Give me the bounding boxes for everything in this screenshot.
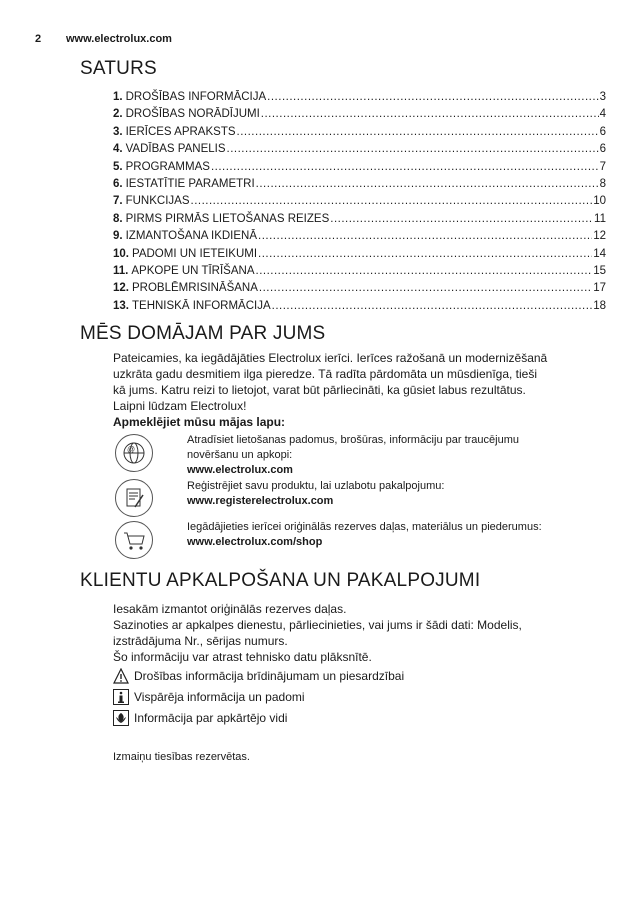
toc-item-number: 7. xyxy=(113,195,123,208)
toc-item-label: TEHNISKĀ INFORMĀCIJA xyxy=(132,299,271,312)
service-line: Sazinoties ar apkalpes dienestu, pārliecinieties, vai jums ir šādi dati: Modelis, xyxy=(113,618,522,632)
footer-note: Izmaiņu tiesības rezervētas. xyxy=(113,751,250,763)
toc-leader-dots xyxy=(191,193,593,210)
about-line: Pateicamies, ka iegādājāties Electrolux ierīci. Ierīces ražošanā un modernizēšanā xyxy=(113,351,548,365)
web-link[interactable]: www.electrolux.com xyxy=(187,464,293,476)
toc-item-label: IERĪCES APRAKSTS xyxy=(125,125,236,138)
toc-item-label: APKOPE UN TĪRĪŠANA xyxy=(131,265,255,278)
register-form-icon xyxy=(115,479,153,517)
toc-item[interactable] xyxy=(113,176,606,193)
toc-item-number: 1. xyxy=(113,91,123,103)
web-link[interactable]: www.registerelectrolux.com xyxy=(187,495,334,507)
toc-item-page: 10 xyxy=(593,195,606,208)
toc-item-number: 6. xyxy=(113,178,123,191)
symbol-label: Informācija par apkārtējo vidi xyxy=(134,711,288,725)
toc-item-number: 12. xyxy=(113,282,129,295)
toc-leader-dots xyxy=(237,124,599,141)
toc-leader-dots xyxy=(259,280,592,297)
service-line: Iesakām izmantot oriģinālās rezerves daļas. xyxy=(113,602,347,616)
toc-item-number: 8. xyxy=(113,212,123,225)
about-title: MĒS DOMĀJAM PAR JUMS xyxy=(80,323,326,344)
toc-item[interactable] xyxy=(113,106,606,123)
web-item-shop xyxy=(187,520,607,550)
visit-label: Apmeklējiet mūsu mājas lapu: xyxy=(113,415,286,429)
about-line: uzkrāta gadu desmitiem ilga pieredze. Tā radīta pārdomāta un mūsdienīga, tieši xyxy=(113,367,538,381)
toc-leader-dots xyxy=(211,159,599,176)
toc-item-page: 3 xyxy=(599,91,606,103)
table-of-contents xyxy=(113,89,606,315)
toc-item[interactable] xyxy=(113,141,606,158)
toc-item[interactable] xyxy=(113,263,606,280)
toc-item-page: 12 xyxy=(593,230,606,243)
globe-icon xyxy=(115,434,153,472)
toc-item[interactable] xyxy=(113,228,606,245)
about-text xyxy=(113,350,618,430)
toc-item-label: VADĪBAS PANELIS xyxy=(125,143,226,156)
toc-item-number: 9. xyxy=(113,230,123,243)
service-line: izstrādājuma Nr., sērijas numurs. xyxy=(113,634,288,648)
toc-title: SATURS xyxy=(80,58,157,79)
web-item-text: Atradīsiet lietošanas padomus, brošūras, informāciju par traucējumu xyxy=(187,434,519,446)
toc-item-number: 5. xyxy=(113,160,123,173)
toc-item-page: 6 xyxy=(599,143,606,156)
symbol-row-info xyxy=(113,689,305,705)
toc-item-page: 6 xyxy=(599,125,606,138)
toc-item-number: 3. xyxy=(113,125,123,138)
toc-item-page: 7 xyxy=(599,160,606,173)
toc-item-number: 10. xyxy=(113,247,129,260)
web-item-support xyxy=(187,433,607,478)
web-link[interactable]: www.electrolux.com/shop xyxy=(187,536,323,548)
toc-item-page: 18 xyxy=(593,299,606,312)
toc-leader-dots xyxy=(256,263,593,280)
toc-item-page: 4 xyxy=(599,108,606,121)
service-title: KLIENTU APKALPOŠANA UN PAKALPOJUMI xyxy=(80,570,481,591)
toc-item-page: 17 xyxy=(593,282,606,295)
toc-leader-dots xyxy=(227,141,599,158)
toc-item[interactable] xyxy=(113,211,606,228)
toc-item-label: PROGRAMMAS xyxy=(125,160,210,173)
toc-item[interactable] xyxy=(113,280,606,297)
toc-leader-dots xyxy=(330,211,593,228)
toc-item-page: 11 xyxy=(594,212,606,225)
toc-item-page: 8 xyxy=(599,178,606,191)
toc-item-label: FUNKCIJAS xyxy=(125,195,190,208)
symbol-row-environment xyxy=(113,710,287,726)
svg-text:@: @ xyxy=(127,445,136,454)
page-number: 2 xyxy=(35,33,42,45)
service-line: Šo informāciju var atrast tehnisko datu plāksnītē. xyxy=(113,650,372,664)
toc-leader-dots xyxy=(258,228,592,245)
web-item-text: novēršanu un apkopi: xyxy=(187,449,293,461)
about-line: kā jums. Katru reizi to lietojot, varat būt pārliecināti, ka gūsiet labus rezultātus. xyxy=(113,383,526,397)
toc-leader-dots xyxy=(258,246,592,263)
toc-item-number: 13. xyxy=(113,299,129,312)
web-item-register xyxy=(187,479,607,509)
toc-item-label: DROŠĪBAS NORĀDĪJUMI xyxy=(125,108,260,121)
toc-item-label: IZMANTOŠANA IKDIENĀ xyxy=(125,230,258,243)
symbol-label: Drošības informācija brīdinājumam un piesardzībai xyxy=(134,669,405,683)
header-url[interactable]: www.electrolux.com xyxy=(66,33,172,45)
toc-item-number: 4. xyxy=(113,143,123,156)
shopping-cart-icon xyxy=(115,521,153,559)
toc-item[interactable] xyxy=(113,298,606,315)
toc-leader-dots xyxy=(256,176,599,193)
toc-item-number: 11. xyxy=(113,265,129,278)
toc-item[interactable] xyxy=(113,159,606,176)
toc-item-label: PADOMI UN IETEIKUMI xyxy=(132,247,258,260)
toc-item-label: PIRMS PIRMĀS LIETOŠANAS REIZES xyxy=(125,212,330,225)
toc-leader-dots xyxy=(272,298,593,315)
toc-leader-dots xyxy=(261,106,599,123)
web-item-text: Iegādājieties ierīcei oriģinālās rezerves daļas, materiālus un piederumus: xyxy=(187,521,542,533)
symbol-label: Vispārēja informācija un padomi xyxy=(134,690,305,704)
warning-triangle-icon xyxy=(113,668,129,684)
service-text xyxy=(113,601,618,665)
toc-item[interactable] xyxy=(113,246,606,263)
toc-item-label: DROŠĪBAS INFORMĀCIJA xyxy=(125,91,267,103)
toc-item[interactable] xyxy=(113,89,606,106)
toc-leader-dots xyxy=(267,89,598,106)
environment-icon xyxy=(113,710,129,726)
about-line: Laipni lūdzam Electrolux! xyxy=(113,399,247,413)
toc-item-page: 14 xyxy=(593,247,606,260)
symbol-row-warning xyxy=(113,668,404,684)
toc-item[interactable] xyxy=(113,193,606,210)
toc-item[interactable] xyxy=(113,124,606,141)
toc-item-label: IESTATĪTIE PARAMETRI xyxy=(125,178,255,191)
info-icon xyxy=(113,689,129,705)
toc-item-number: 2. xyxy=(113,108,123,121)
toc-item-label: PROBLĒMRISINĀŠANA xyxy=(132,282,258,295)
web-item-text: Reģistrējiet savu produktu, lai uzlabotu pakalpojumu: xyxy=(187,480,445,492)
toc-item-page: 15 xyxy=(593,265,606,278)
